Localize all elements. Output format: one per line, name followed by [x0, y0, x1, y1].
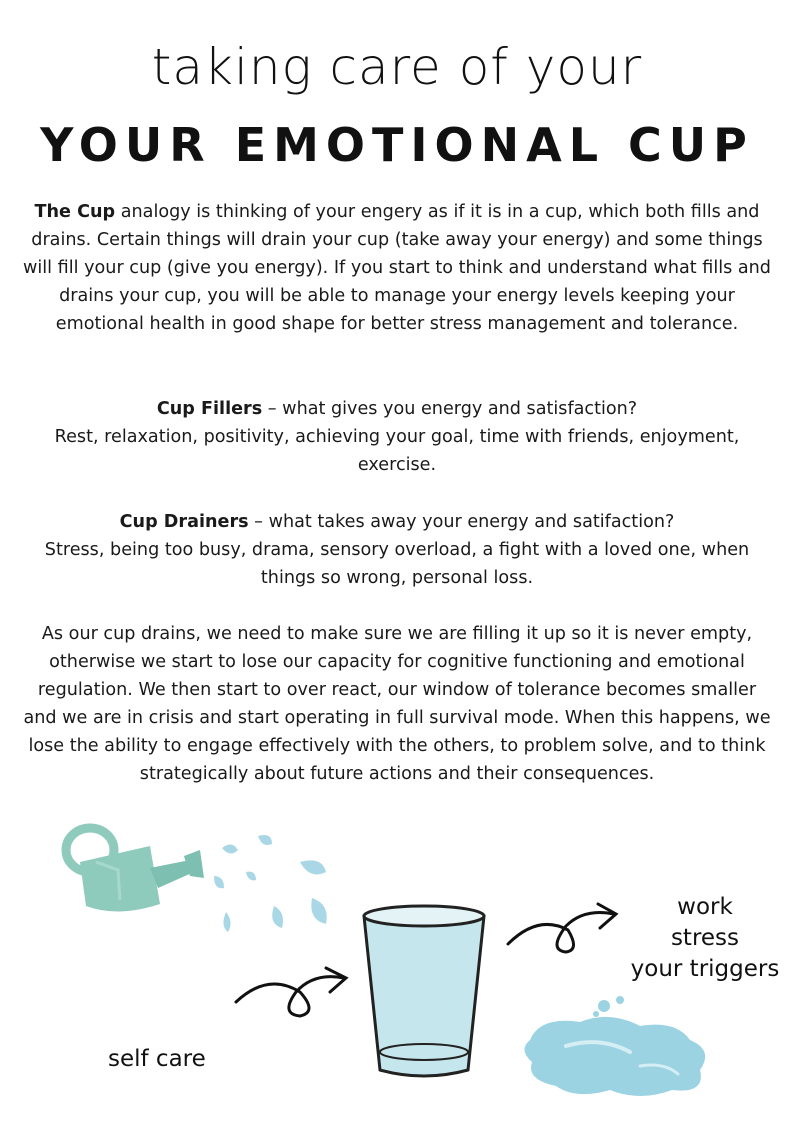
water-drop-icon — [214, 835, 327, 932]
curly-arrow-icon — [236, 968, 346, 1016]
watering-can-icon — [66, 828, 204, 912]
page-title-line1: taking care of your — [151, 38, 643, 96]
label-stress: stress — [670, 925, 740, 951]
fillers-heading: Cup Fillers — [156, 399, 263, 419]
fillers-question: – what gives you energy and satisfaction? — [262, 399, 638, 419]
drainers-heading: Cup Drainers — [119, 512, 249, 532]
puddle-icon — [524, 996, 705, 1096]
curly-arrow-icon — [508, 904, 616, 952]
label-self-care: self care — [108, 1046, 206, 1072]
intro-bold: The Cup — [34, 202, 116, 222]
drainers-list: Stress, being too busy, drama, sensory overload, a fight with a loved one, when things so wrong, personal loss. — [44, 540, 750, 588]
drainers-question: – what takes away your energy and satifaction? — [248, 512, 675, 532]
fillers-list: Rest, relaxation, positivity, achieving your goal, time with friends, enjoyment, exercise. — [54, 427, 740, 475]
drain-labels — [610, 892, 794, 985]
glass-icon — [364, 906, 484, 1076]
label-work: work — [677, 894, 733, 920]
page-title-line2: YOUR EMOTIONAL CUP — [40, 118, 754, 172]
label-your-triggers: your triggers — [630, 956, 780, 982]
intro-text: analogy is thinking of your engery as if it is in a cup, which both fills and drains. Certain things will drain your cup (take away your energy) and some things will fill your cup (give you energy). If you start to think and understand what fills and drains your cup, you will be able to manage your energy levels keeping your emotional health in good shape for better stress management and tolerance. — [23, 202, 771, 334]
outro-text: As our cup drains, we need to make sure we are filling it up so it is never empty, otherwise we start to lose our capacity for cognitive functioning and emotional regulation. We then start to over react, our window of tolerance becomes smaller and we are in crisis and start operating in full survival mode. When this happens, we lose the ability to engage effectively with the others, to problem solve, and to think strategically about future actions and their consequences. — [23, 624, 771, 784]
